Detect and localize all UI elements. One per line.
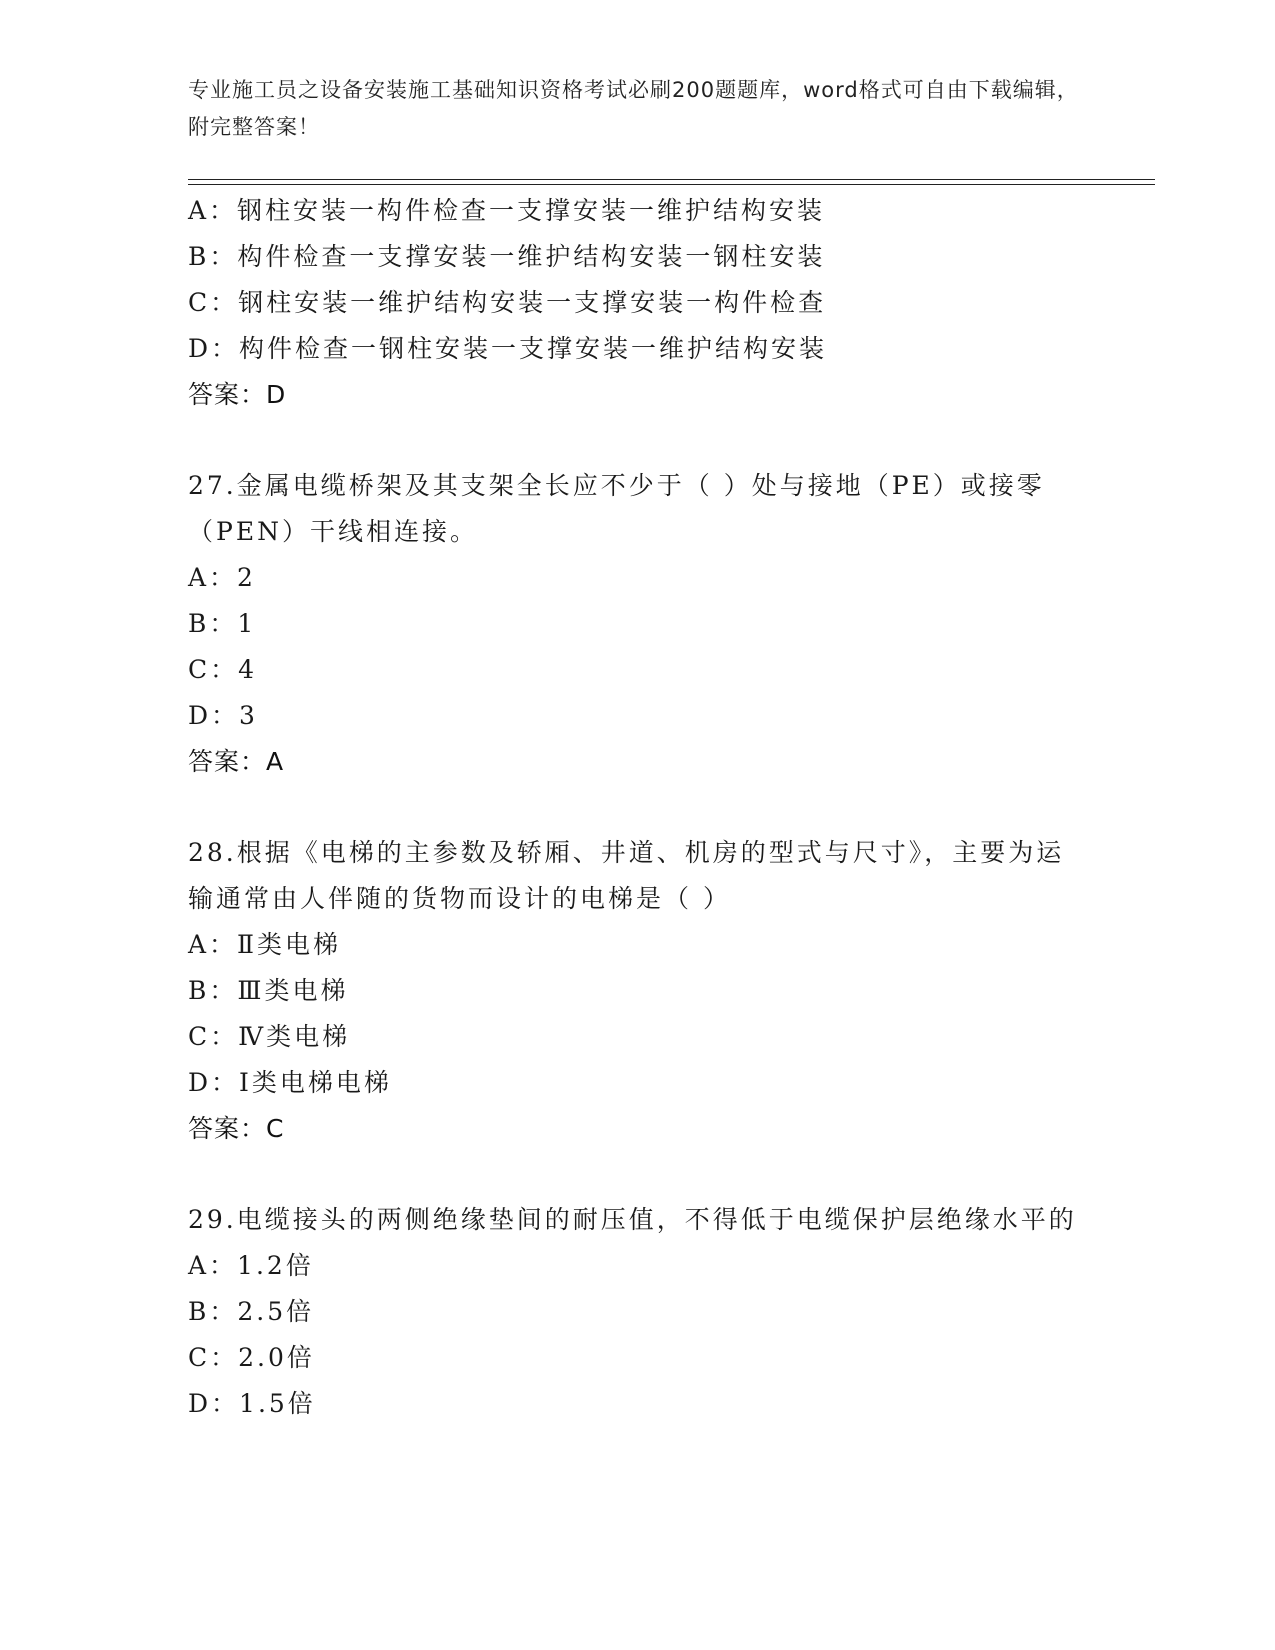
option-b: B：Ⅲ类电梯	[188, 976, 349, 1005]
option-d: D：1.5倍	[188, 1389, 316, 1418]
answer: 答案：C	[188, 1114, 285, 1143]
header-rule-top	[188, 179, 1155, 180]
option-b: B：构件检查一支撑安装一维护结构安装一钢柱安装	[188, 242, 826, 271]
question-content	[188, 188, 1088, 1427]
option-c: C：2.0倍	[188, 1343, 315, 1372]
question-28	[188, 830, 1088, 1152]
option-d: D：构件检查一钢柱安装一支撑安装一维护结构安装	[188, 334, 828, 363]
option-c: C：4	[188, 655, 258, 684]
option-b: B：1	[188, 609, 257, 638]
answer: 答案：D	[188, 380, 287, 409]
option-c: C：钢柱安装一维护结构安装一支撑安装一构件检查	[188, 288, 827, 317]
question-stem: 28.根据《电梯的主参数及轿厢、井道、机房的型式与尺寸》，主要为运输通常由人伴随的货物而设计的电梯是（ ）	[188, 838, 1065, 913]
question-29	[188, 1197, 1088, 1427]
option-d: D：3	[188, 701, 258, 730]
option-a: A：钢柱安装一构件检查一支撑安装一维护结构安装	[188, 196, 826, 225]
document-header: 专业施工员之设备安装施工基础知识资格考试必刷200题题库，word格式可自由下载编辑，附完整答案！	[188, 78, 1079, 139]
question-27	[188, 463, 1088, 785]
option-d: D：Ⅰ类电梯电梯	[188, 1068, 392, 1097]
header-rule-bottom	[188, 184, 1155, 185]
option-c: C：Ⅳ类电梯	[188, 1022, 351, 1051]
option-a: A：1.2倍	[188, 1251, 314, 1280]
option-b: B：2.5倍	[188, 1297, 315, 1326]
question-stem: 27.金属电缆桥架及其支架全长应不少于（ ）处与接地（PE）或接零（PEN）干线相连接。	[188, 471, 1045, 546]
answer: 答案：A	[188, 747, 285, 776]
question-26	[188, 188, 1088, 418]
option-a: A：Ⅱ类电梯	[188, 930, 342, 959]
question-stem: 29.电缆接头的两侧绝缘垫间的耐压值，不得低于电缆保护层绝缘水平的	[188, 1205, 1077, 1234]
option-a: A：2	[188, 563, 256, 592]
